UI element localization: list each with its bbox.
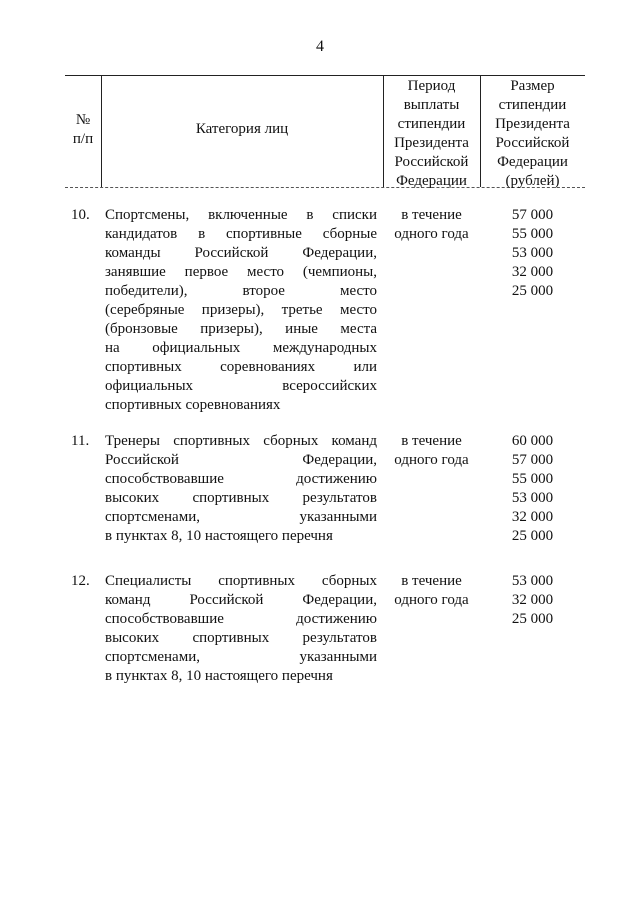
description-line: (бронзовые призеры), иные места	[105, 321, 377, 337]
header-period	[383, 77, 480, 191]
amount-value: 32 000	[511, 264, 554, 280]
description-line: официальных всероссийских	[105, 378, 377, 394]
description-line: способствовавшие достижению	[105, 611, 377, 627]
header-amount	[480, 77, 585, 191]
header-period-line: Президента	[394, 135, 469, 151]
header-amount-line: Размер	[510, 78, 555, 94]
description-line: команд Российской Федерации,	[105, 592, 377, 608]
description-line: в пунктах 8, 10 настоящего перечня	[105, 668, 333, 684]
header-period-line: Российской	[394, 154, 469, 170]
row-description	[105, 432, 377, 546]
description-line: на официальных международных	[105, 340, 377, 356]
page-number: 4	[316, 38, 324, 55]
amount-value: 57 000	[511, 207, 554, 223]
header-amount-line: Президента	[495, 116, 570, 132]
description-line: высоких спортивных результатов	[105, 490, 377, 506]
period-line: одного года	[394, 226, 469, 242]
period-line: в течение	[401, 207, 462, 223]
header-period-line: стипендии	[397, 116, 466, 132]
period-line: одного года	[394, 452, 469, 468]
description-line: Специалисты спортивных сборных	[105, 573, 377, 589]
description-line: способствовавшие достижению	[105, 471, 377, 487]
amount-value: 25 000	[511, 283, 554, 299]
header-period-line: Федерации	[396, 173, 467, 189]
period-line: в течение	[401, 433, 462, 449]
amount-value: 55 000	[511, 226, 554, 242]
description-line: команды Российской Федерации,	[105, 245, 377, 261]
header-number	[65, 111, 101, 149]
header-number-line: п/п	[72, 131, 94, 147]
row-number: 11.	[71, 433, 90, 449]
header-period-line: Период	[407, 78, 456, 94]
row-number: 10.	[71, 207, 90, 223]
description-line: кандидатов в спортивные сборные	[105, 226, 377, 242]
amount-value: 60 000	[511, 433, 554, 449]
description-line: (серебряные призеры), третье место	[105, 302, 377, 318]
header-category: Категория лиц	[195, 121, 289, 137]
period-line: одного года	[394, 592, 469, 608]
description-line: Российской Федерации,	[105, 452, 377, 468]
row-description	[105, 572, 377, 686]
description-line: Тренеры спортивных сборных команд	[105, 433, 377, 449]
header-amount-line: Федерации	[497, 154, 568, 170]
amount-value: 25 000	[511, 528, 554, 544]
description-line: спортивных соревнованиях или	[105, 359, 377, 375]
description-line: занявшие первое место (чемпионы,	[105, 264, 377, 280]
description-line: победители), второе место	[105, 283, 377, 299]
row-amounts	[480, 572, 585, 629]
row-period	[383, 572, 480, 610]
table-top-border	[65, 75, 585, 76]
amount-value: 53 000	[511, 245, 554, 261]
amount-value: 55 000	[511, 471, 554, 487]
header-number-line: №	[75, 112, 91, 128]
description-line: в пунктах 8, 10 настоящего перечня	[105, 528, 333, 544]
row-amounts	[480, 206, 585, 301]
description-line: высоких спортивных результатов	[105, 630, 377, 646]
header-amount-line: стипендии	[498, 97, 567, 113]
row-number: 12.	[71, 573, 90, 589]
amount-value: 32 000	[511, 509, 554, 525]
description-line: спортсменами, указанными	[105, 509, 377, 525]
header-period-line: выплаты	[403, 97, 460, 113]
row-amounts	[480, 432, 585, 546]
header-amount-line: Российской	[495, 135, 570, 151]
description-line: Спортсмены, включенные в списки	[105, 207, 377, 223]
row-description	[105, 206, 377, 415]
amount-value: 32 000	[511, 592, 554, 608]
amount-value: 53 000	[511, 490, 554, 506]
row-period	[383, 432, 480, 470]
row-period	[383, 206, 480, 244]
amount-value: 25 000	[511, 611, 554, 627]
description-line: спортсменами, указанными	[105, 649, 377, 665]
header-amount-line: (рублей)	[505, 173, 560, 189]
amount-value: 53 000	[511, 573, 554, 589]
period-line: в течение	[401, 573, 462, 589]
amount-value: 57 000	[511, 452, 554, 468]
description-line: спортивных соревнованиях	[105, 397, 281, 413]
